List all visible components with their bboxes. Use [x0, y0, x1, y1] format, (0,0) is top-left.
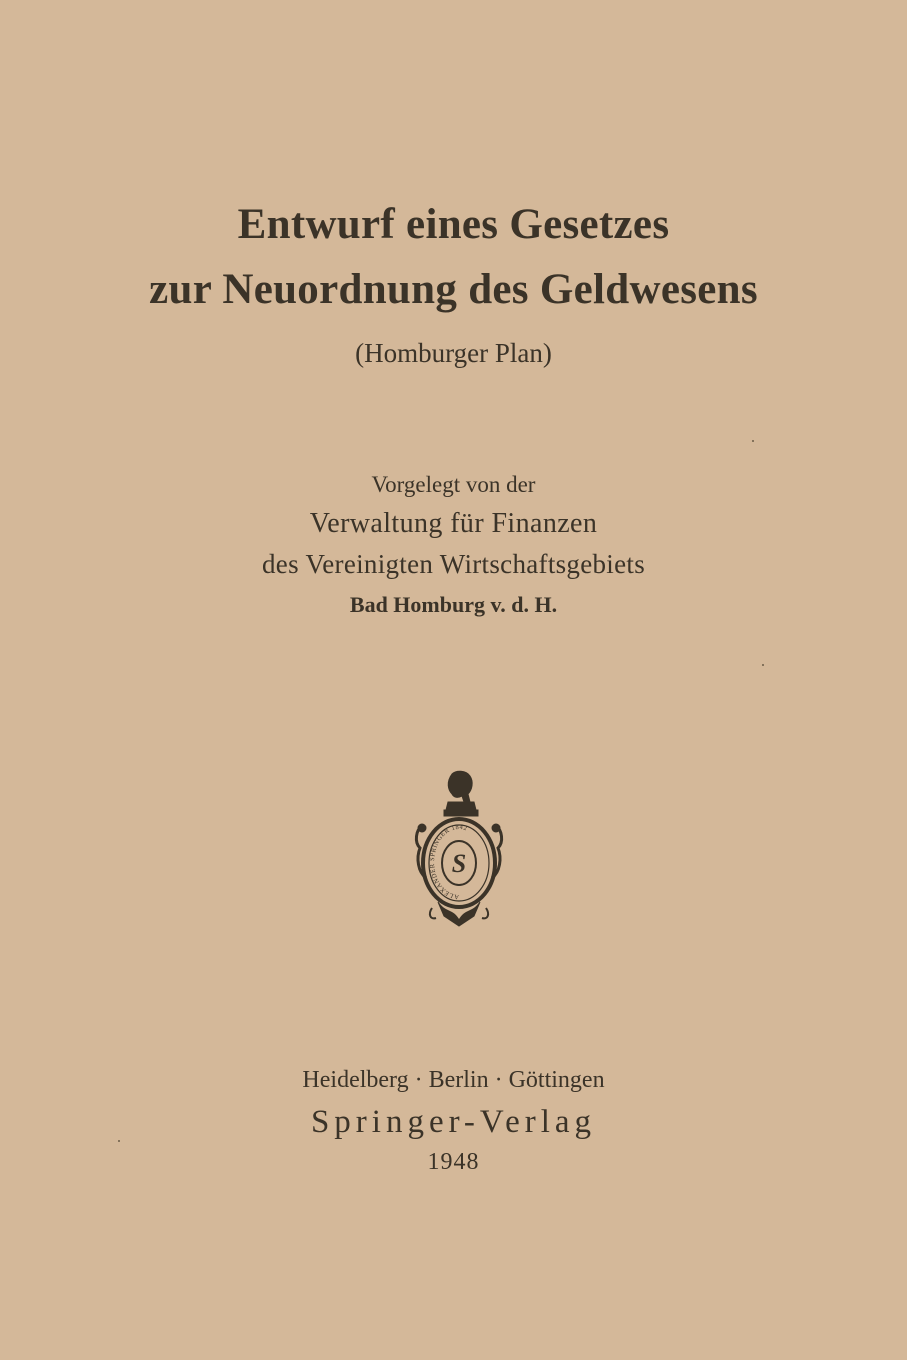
publisher-name: Springer-Verlag	[310, 1104, 597, 1140]
book-subtitle: (Homburger Plan)	[355, 338, 552, 368]
paper-speck	[118, 1140, 120, 1142]
book-title-line-2: zur Neuordnung des Geldwesens	[149, 266, 758, 313]
springer-knight-logo-icon	[412, 768, 506, 928]
book-title-line-1: Entwurf eines Gesetzes	[237, 201, 670, 248]
logo-ring-text: ALEXANDER SPRINGER 1842	[429, 823, 469, 901]
organization-name-line-2: des Vereinigten Wirtschaftsgebiets	[261, 549, 646, 579]
paper-speck	[752, 440, 754, 442]
publisher-cities: Heidelberg · Berlin · Göttingen	[302, 1067, 605, 1093]
logo-monogram: S	[451, 849, 467, 878]
organization-location: Bad Homburg v. d. H.	[349, 592, 558, 617]
paper-speck	[762, 664, 764, 666]
organization-name-line-1: Verwaltung für Finanzen	[309, 508, 598, 539]
presented-by-intro: Vorgelegt von der	[371, 472, 536, 497]
publication-year: 1948	[427, 1149, 480, 1175]
